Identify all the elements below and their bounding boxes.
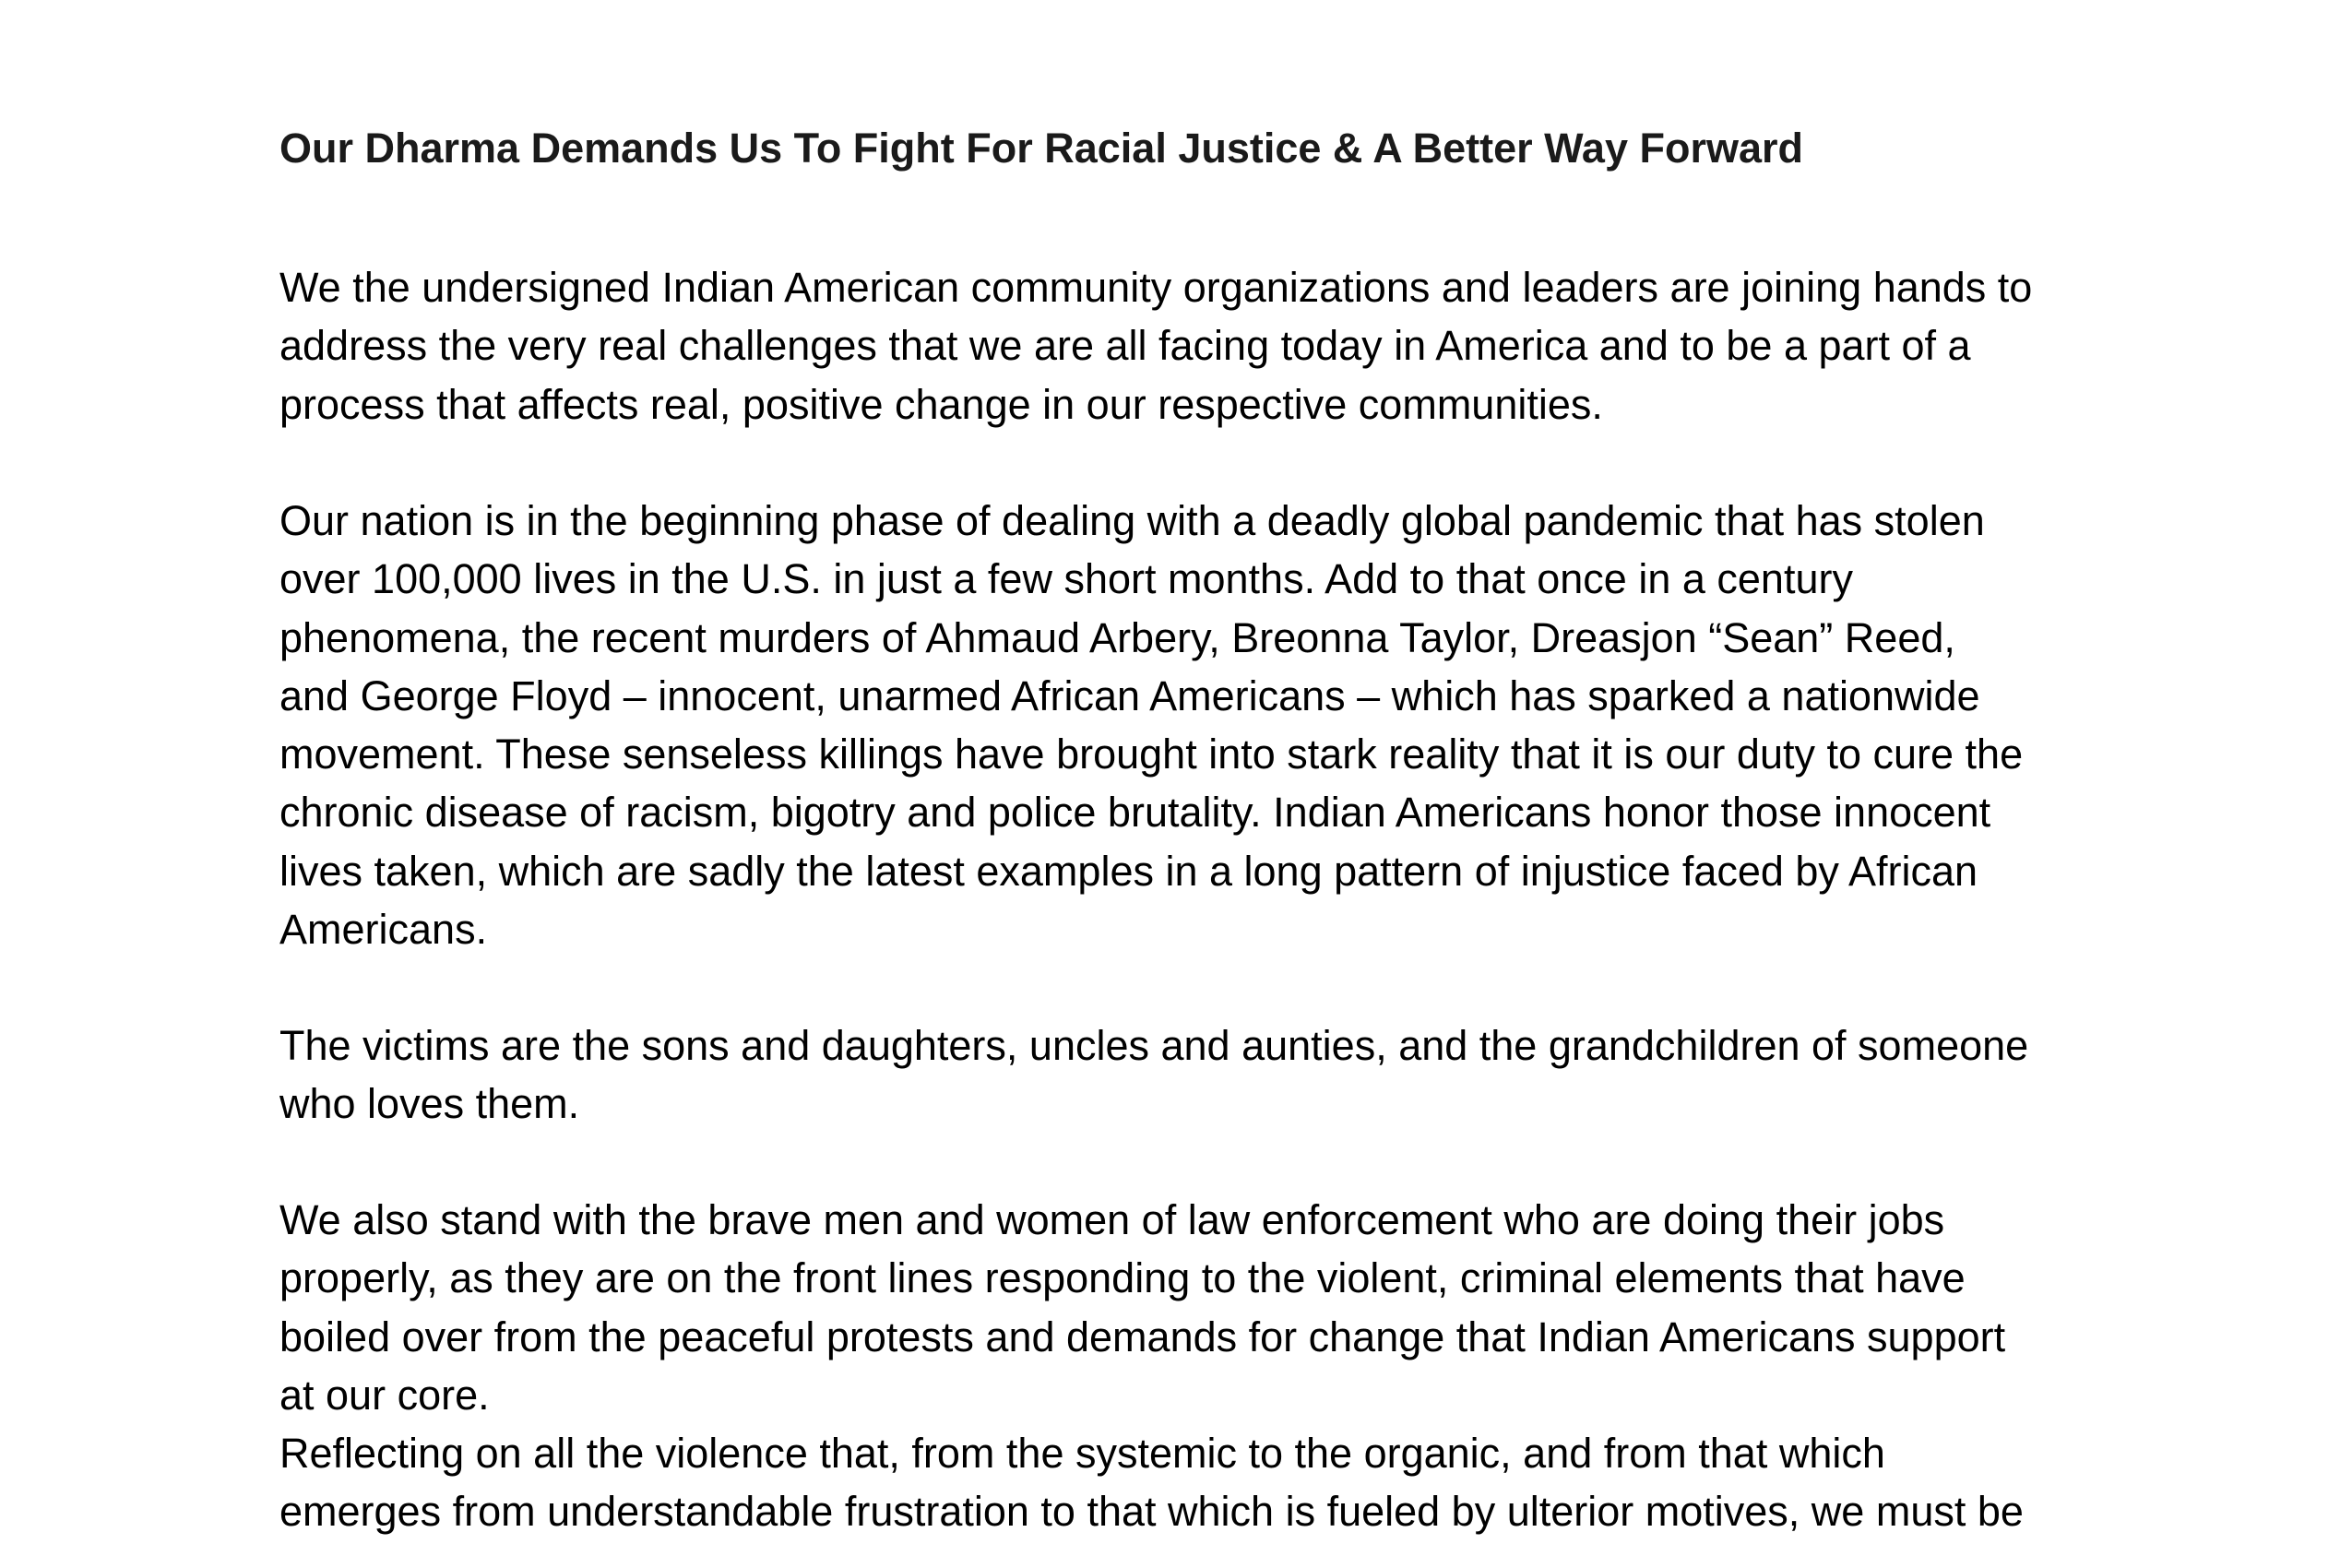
paragraph-line: The victims are the sons and daughters, uncles and aunties, and the grandchildren of someone	[279, 1022, 2029, 1069]
paragraph-line: over 100,000 lives in the U.S. in just a few short months. Add to that once in a century	[279, 555, 1853, 603]
paragraph-4	[279, 1191, 2005, 1424]
paragraph-line: We also stand with the brave men and women of law enforcement who are doing their jobs	[279, 1196, 1945, 1243]
paragraph-line: and George Floyd – innocent, unarmed African Americans – which has sparked a nationwide	[279, 671, 1980, 719]
paragraph-line: boiled over from the peaceful protests and demands for change that Indian Americans support	[279, 1313, 2006, 1360]
paragraph-line: emerges from understandable frustration to that which is fueled by ulterior motives, we must be	[279, 1488, 2024, 1536]
paragraph-line: Americans.	[279, 906, 488, 954]
paragraph-line: lives taken, which are sadly the latest examples in a long pattern of injustice faced by African	[279, 847, 1978, 895]
paragraph-2	[279, 492, 2023, 958]
paragraph-line: movement. These senseless killings have brought into stark reality that it is our duty to cure the	[279, 731, 2024, 778]
paragraph-5	[279, 1424, 2024, 1541]
paragraph-3	[279, 1016, 2028, 1134]
paragraph-line: address the very real challenges that we are all facing today in America and to be a part of a	[279, 322, 1971, 370]
paragraph-line: who loves them.	[279, 1080, 580, 1128]
paragraph-1	[279, 258, 2032, 434]
paragraph-line: phenomena, the recent murders of Ahmaud Arbery, Breonna Taylor, Dreasjon “Sean” Reed,	[279, 613, 1955, 661]
paragraph-line: Our nation is in the beginning phase of dealing with a deadly global pandemic that has stolen	[279, 497, 1985, 544]
paragraph-line: Reflecting on all the violence that, from the systemic to the organic, and from that which	[279, 1430, 1885, 1477]
paragraph-line: at our core.	[279, 1371, 490, 1419]
paragraph-line: process that affects real, positive change in our respective communities.	[279, 380, 1603, 428]
document-body	[279, 115, 2115, 1536]
paragraph-line: We the undersigned Indian American community organizations and leaders are joining hands to	[279, 264, 2033, 311]
paragraph-line: chronic disease of racism, bigotry and police brutality. Indian Americans honor those innocent	[279, 789, 1991, 837]
document-title: Our Dharma Demands Us To Fight For Racial Justice & A Better Way Forward	[279, 125, 1803, 172]
paragraph-line: properly, as they are on the front lines responding to the violent, criminal elements that have	[279, 1254, 1966, 1302]
